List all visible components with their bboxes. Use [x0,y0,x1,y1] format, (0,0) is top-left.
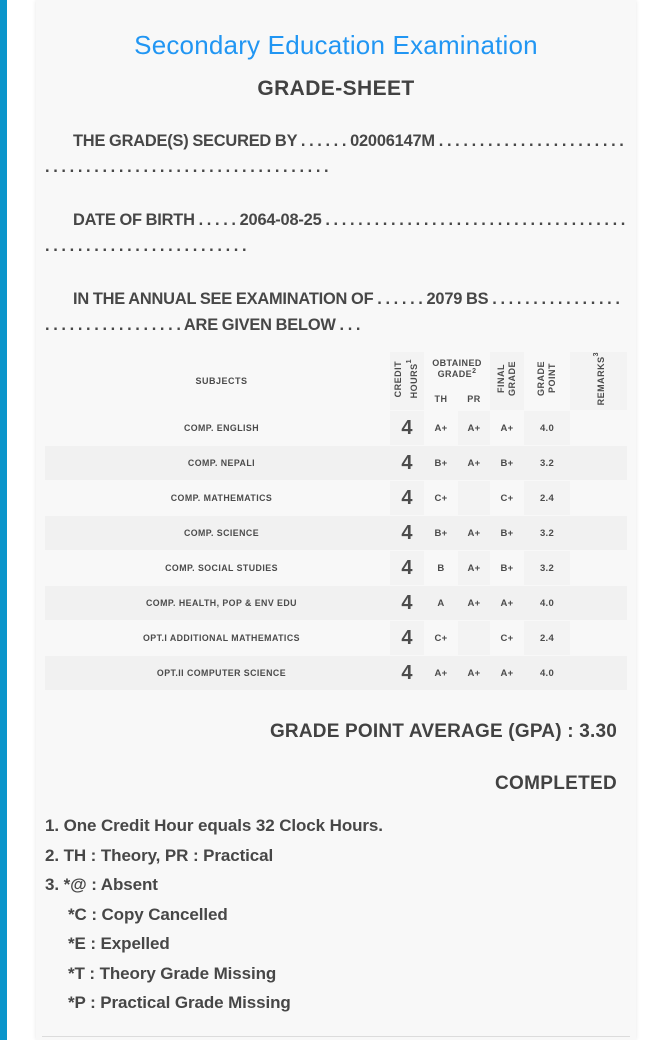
theory-grade-cell: A+ [424,411,458,446]
practical-grade-cell: A+ [458,411,490,446]
final-grade-cell: C+ [490,621,524,656]
footnotes [45,811,627,1018]
grade-point-vertical-label: GRADE POINT [536,361,557,397]
col-header-remarks [570,352,627,411]
theory-grade-cell: B+ [424,516,458,551]
col-header-final-grade [490,352,524,411]
col-header-grade-point [524,352,570,411]
table-row [45,446,627,481]
subject-cell: COMP. SOCIAL STUDIES [45,551,390,586]
final-grade-cell: B+ [490,516,524,551]
theory-grade-cell: A+ [424,656,458,691]
footnote-line: *C : Copy Cancelled [68,904,228,924]
grades-secured-paragraph: THE GRADE(S) SECURED BY . . . . . . 02006147M . . . . . . . . . . . . . . . . . . . . . . . . . . . . . . . . . . . . . . . . . . . . . . . . . . . . . . . . . . [45,132,624,176]
subject-cell: OPT.I ADDITIONAL MATHEMATICS [45,621,390,656]
theory-grade-cell: B [424,551,458,586]
practical-grade-cell: A+ [458,656,490,691]
grades-table-body [45,411,627,691]
credit-hours-cell: 4 [390,516,424,551]
final-grade-vertical-label: FINAL GRADE [496,361,517,397]
bottom-divider [42,1036,630,1037]
grades-table-header [45,352,627,411]
remarks-cell [570,621,627,656]
col-header-th: TH [424,388,458,411]
practical-grade-cell: A+ [458,446,490,481]
table-row [45,551,627,586]
credit-hours-cell: 4 [390,586,424,621]
final-grade-cell: A+ [490,411,524,446]
theory-grade-cell: C+ [424,621,458,656]
credit-hours-cell: 4 [390,621,424,656]
remarks-cell [570,446,627,481]
final-grade-cell: B+ [490,446,524,481]
final-grade-cell: C+ [490,481,524,516]
date-of-birth-paragraph: DATE OF BIRTH . . . . . 2064-08-25 . . . . . . . . . . . . . . . . . . . . . . . . . . . . . . . . . . . . . . . . . . . . . . . . . . . . . . . . . . . . . . [45,211,626,255]
table-row [45,411,627,446]
credit-hours-cell: 4 [390,551,424,586]
practical-grade-cell [458,621,490,656]
footnote-line: 2. TH : Theory, PR : Practical [45,845,274,865]
remarks-cell [570,586,627,621]
subject-cell: COMP. NEPALI [45,446,390,481]
practical-grade-cell: A+ [458,551,490,586]
grade-point-cell: 3.2 [524,446,570,481]
credit-hours-vertical-label: CREDIT HOURS$^1$ [393,359,420,399]
examination-paragraph: IN THE ANNUAL SEE EXAMINATION OF . . . . . . 2079 BS . . . . . . . . . . . . . . . . . . . . . . . . . . . . . . . . . ARE GIVEN BELOW . . . [45,290,620,334]
subject-cell: COMP. MATHEMATICS [45,481,390,516]
table-row [45,586,627,621]
table-row [45,516,627,551]
final-grade-cell: B+ [490,551,524,586]
remarks-cell [570,481,627,516]
footnote-line: *E : Expelled [68,934,170,954]
grade-sheet-heading: GRADE-SHEET [257,77,415,100]
grade-point-cell: 4.0 [524,411,570,446]
remarks-cell [570,411,627,446]
practical-grade-cell: A+ [458,586,490,621]
remarks-cell [570,551,627,586]
credit-hours-cell: 4 [390,446,424,481]
grades-table [45,352,627,691]
completion-status: COMPLETED [495,773,617,795]
footnote-line: 1. One Credit Hour equals 32 Clock Hours. [45,816,383,836]
remarks-cell [570,656,627,691]
final-grade-cell: A+ [490,586,524,621]
grade-point-cell: 2.4 [524,621,570,656]
subject-cell: COMP. HEALTH, POP & ENV EDU [45,586,390,621]
theory-grade-cell: B+ [424,446,458,481]
remarks-vertical-label: REMARKS$^3$ [592,352,606,406]
col-header-pr: PR [458,388,490,411]
grade-point-cell: 2.4 [524,481,570,516]
table-row [45,621,627,656]
theory-grade-cell: C+ [424,481,458,516]
remarks-cell [570,516,627,551]
page-title: Secondary Education Examination [134,30,538,60]
grade-sheet-card [36,0,636,1040]
final-grade-cell: A+ [490,656,524,691]
grade-point-cell: 3.2 [524,516,570,551]
gpa-line: GRADE POINT AVERAGE (GPA) : 3.30 [269,721,617,743]
col-header-credit-hours [390,352,424,411]
subject-cell: COMP. SCIENCE [45,516,390,551]
credit-hours-cell: 4 [390,656,424,691]
theory-grade-cell: A [424,586,458,621]
grade-point-cell: 4.0 [524,586,570,621]
footnote-line: *P : Practical Grade Missing [68,993,291,1013]
col-header-subjects: SUBJECTS [45,352,390,411]
table-row [45,481,627,516]
subject-cell: COMP. ENGLISH [45,411,390,446]
footnote-line: *T : Theory Grade Missing [68,963,277,983]
grade-point-cell: 3.2 [524,551,570,586]
credit-hours-cell: 4 [390,411,424,446]
practical-grade-cell: A+ [458,516,490,551]
grade-point-cell: 4.0 [524,656,570,691]
credit-hours-cell: 4 [390,481,424,516]
table-row [45,656,627,691]
left-accent-stripe [0,0,7,1040]
subject-cell: OPT.II COMPUTER SCIENCE [45,656,390,691]
practical-grade-cell [458,481,490,516]
col-header-obtained-grade: OBTAINED GRADE$^2$ [424,352,490,388]
footnote-line: 3. *@ : Absent [45,875,158,895]
